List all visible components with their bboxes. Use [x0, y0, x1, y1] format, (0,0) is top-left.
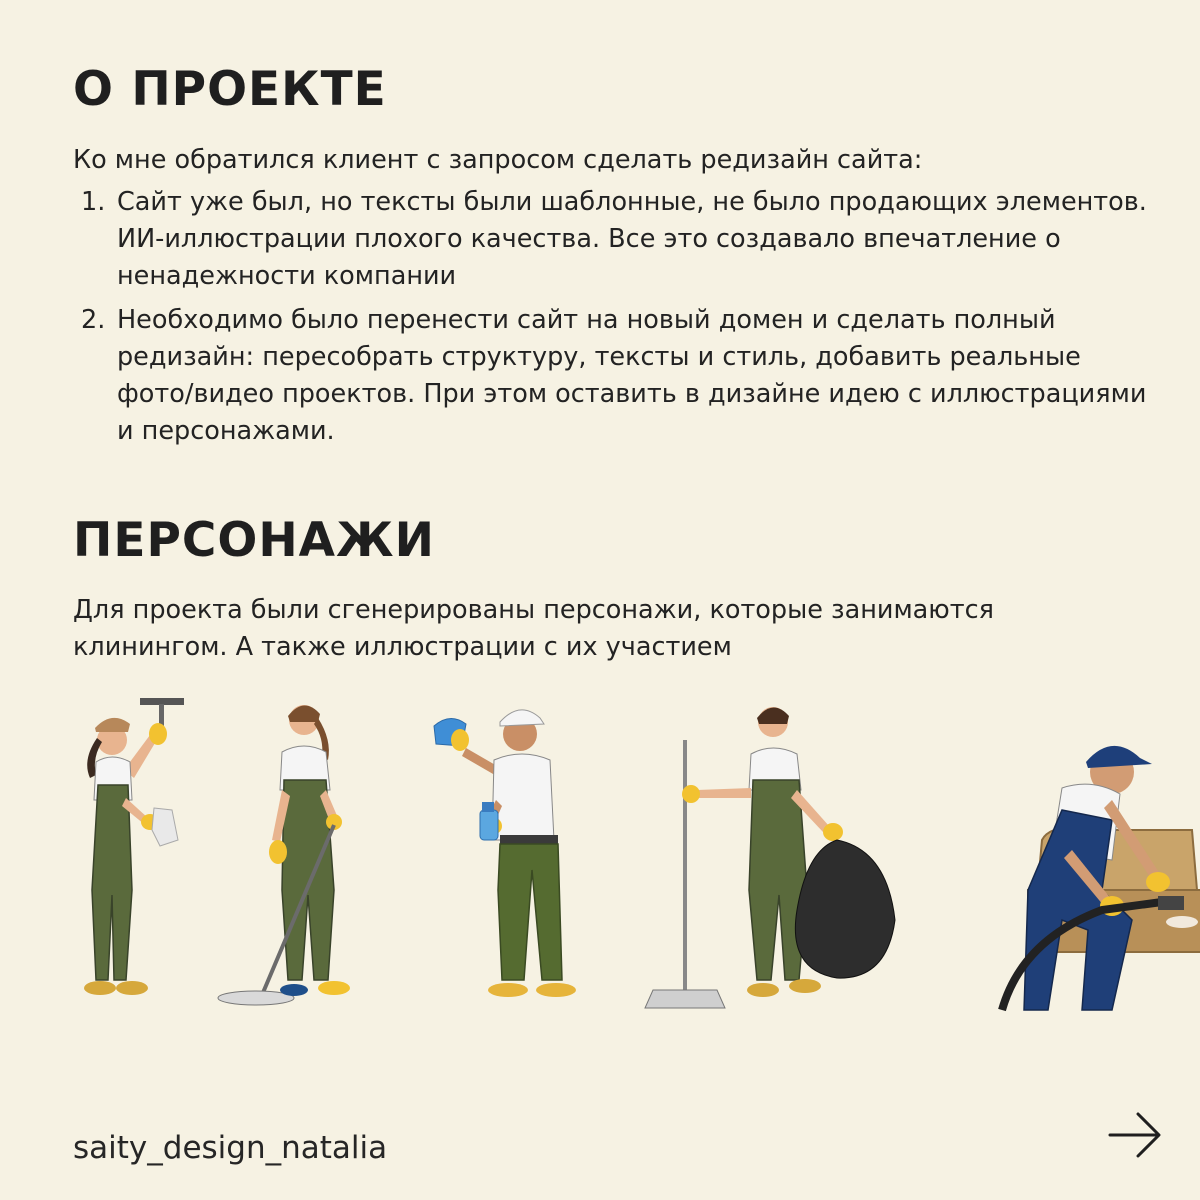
list-item [73, 302, 1163, 450]
about-intro: Ко мне обратился клиент с запросом сделать редизайн сайта: [73, 145, 923, 175]
about-list [73, 184, 1163, 457]
section-title-characters: ПЕРСОНАЖИ [73, 513, 435, 568]
arrow-right-icon[interactable] [1104, 1104, 1166, 1166]
section-title-about: О ПРОЕКТЕ [73, 62, 387, 117]
characters-illustrations [62, 690, 1200, 1020]
list-item-number: 1. [81, 187, 106, 217]
broom-bag-illustration [637, 690, 907, 1020]
characters-description: Для проекта были сгенерированы персонажи, которые занимаются клинингом. А также иллюстрации с их участием [73, 595, 994, 662]
list-item-text: Сайт уже был, но тексты были шаблонные, не было продающих элементов. ИИ-иллюстрации плохого качества. Все это создавало впечатление о ненадежности компании [117, 187, 1147, 291]
author-handle: saity_design_natalia [73, 1130, 388, 1166]
spray-cloth-illustration [422, 690, 582, 1020]
sofa-vacuum-illustration [962, 690, 1200, 1020]
list-item-text: Необходимо было перенести сайт на новый домен и сделать полный редизайн: пересобрать структуру, тексты и стиль, добавить реальные фото/видео проектов. При этом оставить в дизайне идею с иллюстрациями и персонажами. [117, 305, 1147, 446]
window-cleaner-illustration [62, 690, 202, 1020]
list-item [73, 184, 1163, 295]
list-item-number: 2. [81, 305, 106, 335]
mop-illustration [212, 690, 362, 1020]
